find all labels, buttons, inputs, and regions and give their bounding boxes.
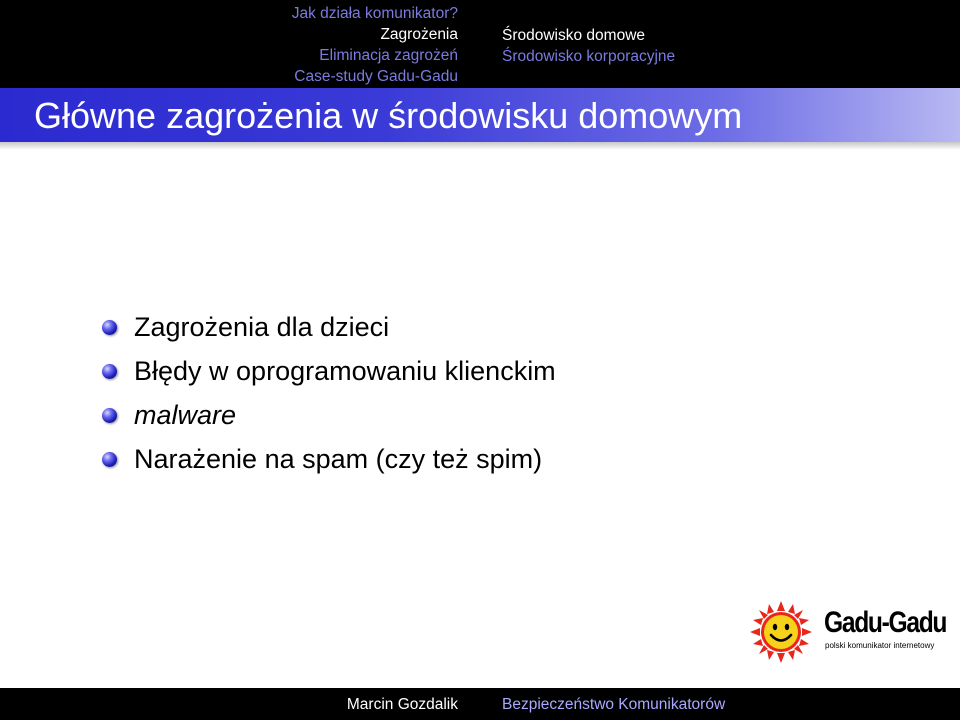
logo-tagline: polski komunikator internetowy <box>825 641 935 650</box>
bullet-text: Zagrożenia dla dzieci <box>134 312 390 342</box>
nav-section-jak-dziala[interactable]: Jak działa komunikator? <box>291 5 458 22</box>
bullet-ball-icon <box>102 320 117 335</box>
nav-subsection-korporacyjne[interactable]: Środowisko korporacyjne <box>502 48 676 65</box>
nav-section-case-study[interactable]: Case-study Gadu-Gadu <box>294 68 458 85</box>
footer-author: Marcin Gozdalik <box>346 696 458 713</box>
bullet-item <box>100 305 556 349</box>
footer-bar <box>0 688 960 720</box>
bullet-text: malware <box>134 400 237 430</box>
subsection-nav <box>502 25 942 67</box>
bullet-text: Narażenie na spam (czy też spim) <box>134 444 543 474</box>
sun-smiley-icon <box>750 601 812 663</box>
gadu-gadu-logo <box>750 601 945 663</box>
bullet-ball-icon <box>102 364 117 379</box>
bullet-list <box>100 305 556 481</box>
bullet-item <box>100 437 556 481</box>
slide-title: Główne zagrożenia w środowisku domowym <box>34 95 743 136</box>
navigation-bar <box>0 0 960 88</box>
nav-subsection-domowe[interactable]: Środowisko domowe <box>502 27 646 44</box>
bullet-text: Błędy w oprogramowaniu klienckim <box>134 356 556 386</box>
section-nav <box>0 3 458 87</box>
logo-wordmark: Gadu-Gadu <box>824 606 947 639</box>
bullet-ball-icon <box>102 408 117 423</box>
footer-title: Bezpieczeństwo Komunikatorów <box>502 696 726 713</box>
title-bar-shadow <box>0 142 960 150</box>
nav-section-eliminacja[interactable]: Eliminacja zagrożeń <box>319 47 458 64</box>
nav-section-zagrozenia[interactable]: Zagrożenia <box>380 26 458 43</box>
bullet-item <box>100 349 556 393</box>
bullet-ball-icon <box>102 452 117 467</box>
bullet-item <box>100 393 556 437</box>
